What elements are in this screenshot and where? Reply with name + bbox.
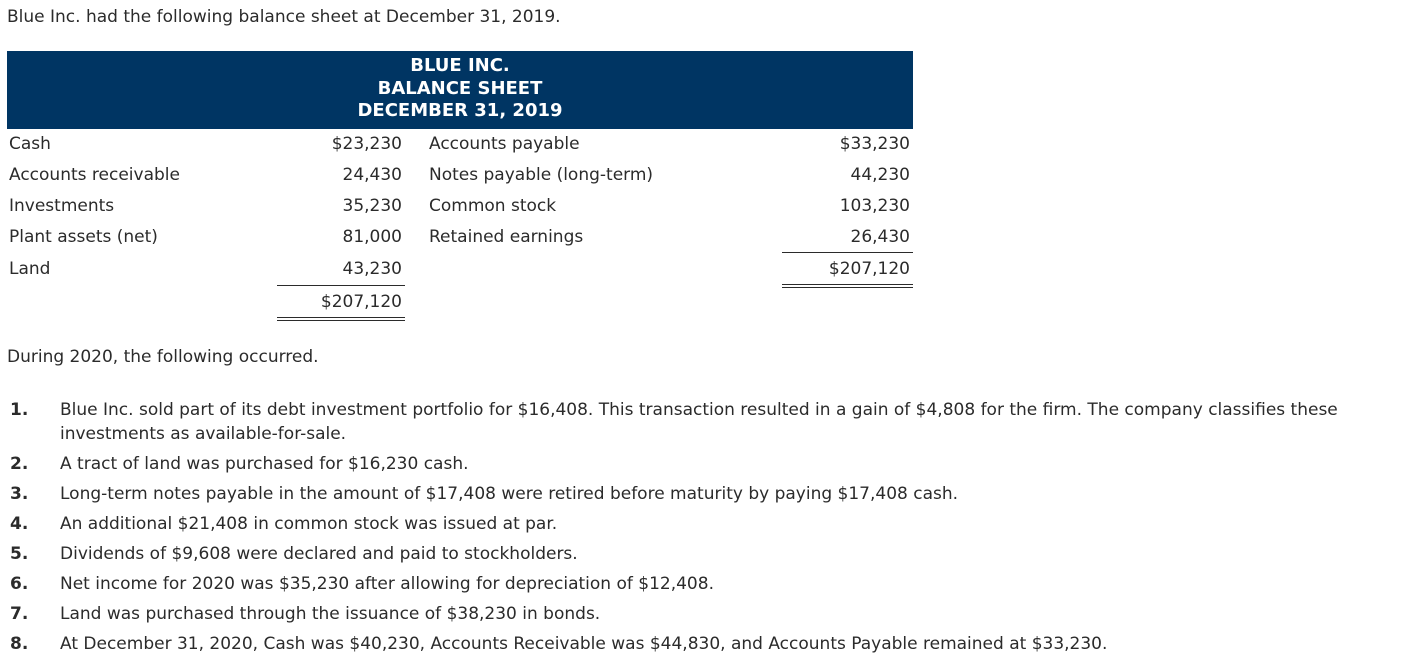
list-item xyxy=(10,572,1409,596)
list-item xyxy=(10,632,1409,656)
list-item xyxy=(10,602,1409,626)
liability-label: Common stock xyxy=(429,195,557,216)
item-text: Long-term notes payable in the amount of $17,408 were retired before maturity by paying $17,408 cash. xyxy=(60,484,959,504)
balance-sheet xyxy=(7,51,913,321)
liability-value: $33,230 xyxy=(839,134,910,155)
liability-value: 26,430 xyxy=(850,226,910,247)
liability-label: Accounts payable xyxy=(429,134,580,155)
list-item xyxy=(10,512,1409,536)
asset-value: 43,230 xyxy=(342,259,402,280)
list-item xyxy=(10,398,1409,446)
table-row xyxy=(7,286,913,319)
item-number: 2. xyxy=(10,454,29,474)
list-item xyxy=(10,482,1409,506)
liabilities-equity-total: $207,120 xyxy=(782,253,913,286)
table-row xyxy=(7,160,913,191)
item-number: 7. xyxy=(10,604,29,624)
asset-label: Plant assets (net) xyxy=(9,227,158,248)
event-list xyxy=(10,398,1409,662)
asset-value: 35,230 xyxy=(342,195,402,216)
statement-title: BALANCE SHEET xyxy=(377,77,543,99)
item-text: Dividends of $9,608 were declared and paid to stockholders. xyxy=(60,544,578,564)
table-row xyxy=(7,253,913,286)
asset-value: 24,430 xyxy=(342,165,402,186)
liability-value: 103,230 xyxy=(839,195,910,216)
asset-value: $23,230 xyxy=(331,134,402,155)
table-row xyxy=(7,191,913,222)
company-name: BLUE INC. xyxy=(410,55,510,76)
item-number: 6. xyxy=(10,574,29,594)
asset-label: Cash xyxy=(9,134,51,155)
during-text: During 2020, the following occurred. xyxy=(7,347,319,367)
item-text: Land was purchased through the issuance of $38,230 in bonds. xyxy=(60,604,601,624)
liability-label: Retained earnings xyxy=(429,227,584,248)
list-item xyxy=(10,542,1409,566)
asset-label: Investments xyxy=(9,195,115,216)
asset-label: Accounts receivable xyxy=(9,165,180,186)
statement-date: DECEMBER 31, 2019 xyxy=(357,100,563,121)
balance-sheet-header xyxy=(7,51,913,129)
list-item xyxy=(10,452,1409,476)
asset-value: 81,000 xyxy=(342,227,402,248)
table-row xyxy=(7,221,913,252)
item-text: A tract of land was purchased for $16,230 cash. xyxy=(60,454,469,474)
item-number: 5. xyxy=(10,544,29,564)
item-number: 8. xyxy=(10,634,29,654)
item-text: An additional $21,408 in common stock was issued at par. xyxy=(60,514,558,534)
liability-value: 44,230 xyxy=(850,165,910,186)
item-text: At December 31, 2020, Cash was $40,230, Accounts Receivable was $44,830, and Accounts Payable remained at $33,230. xyxy=(60,634,1108,654)
item-number: 1. xyxy=(10,400,29,420)
assets-total: $207,120 xyxy=(277,286,405,319)
balance-sheet-table xyxy=(7,129,913,321)
item-text: Blue Inc. sold part of its debt investment portfolio for $16,408. This transaction resulted in a gain of $4,808 for the firm. The company classifies these investments as available-for-sale. xyxy=(60,400,1338,444)
intro-text: Blue Inc. had the following balance sheet at December 31, 2019. xyxy=(7,7,561,27)
liability-label: Notes payable (long-term) xyxy=(429,165,654,186)
item-text: Net income for 2020 was $35,230 after allowing for depreciation of $12,408. xyxy=(60,574,714,594)
item-number: 4. xyxy=(10,514,29,534)
table-row xyxy=(7,129,913,160)
item-number: 3. xyxy=(10,484,29,504)
asset-label: Land xyxy=(9,259,51,280)
